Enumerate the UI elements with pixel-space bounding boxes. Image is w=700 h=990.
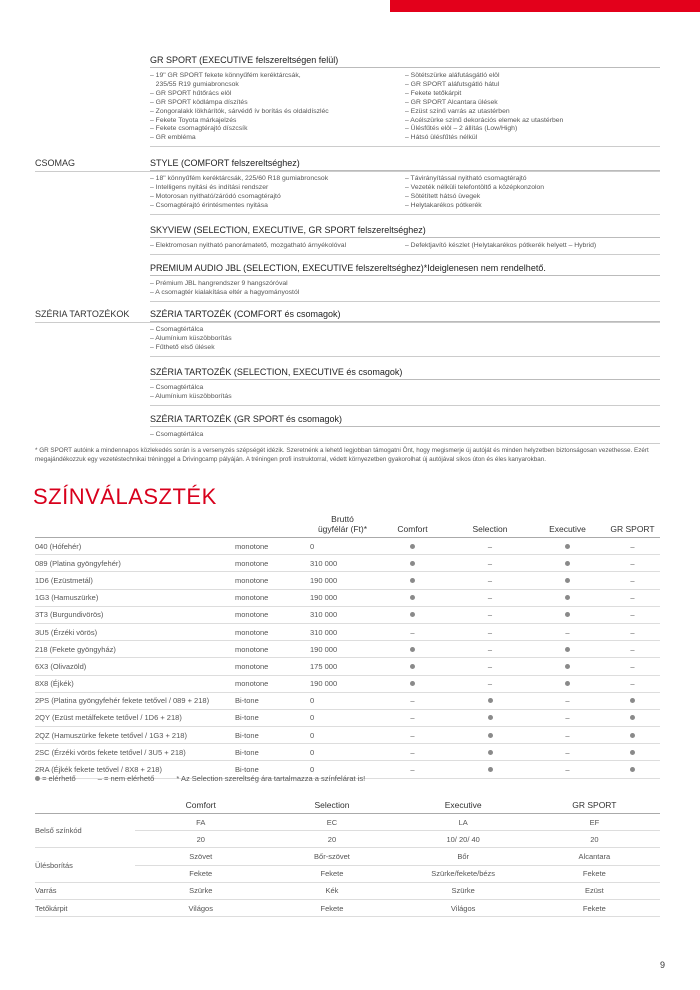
item-columns	[150, 427, 660, 440]
spec-section	[150, 158, 660, 215]
list-item: – Ülésfűtés elöl – 2 állítás (Low/High)	[405, 125, 518, 133]
item-column	[150, 431, 405, 440]
availability-cell: –	[375, 744, 450, 761]
available-dot-icon	[410, 647, 415, 652]
section-header: STYLE (COMFORT felszereltséghez)	[150, 158, 660, 171]
column-header	[35, 800, 135, 814]
price: 175 000	[310, 658, 375, 675]
availability-cell	[530, 675, 605, 692]
availability-cell: –	[530, 623, 605, 640]
item-column	[150, 242, 405, 251]
item-columns	[150, 68, 660, 143]
section-header: SKYVIEW (SELECTION, EXECUTIVE, GR SPORT felszereltséghez)	[150, 225, 660, 238]
row-label: Ülésborítás	[35, 848, 135, 882]
item-columns	[150, 380, 660, 402]
availability-cell	[605, 709, 660, 726]
price: 310 000	[310, 555, 375, 572]
availability-cell	[530, 589, 605, 606]
table-row	[35, 899, 660, 916]
table-row	[35, 727, 660, 744]
section-header: GR SPORT (EXECUTIVE felszereltségen felül)	[150, 55, 660, 68]
price: 310 000	[310, 623, 375, 640]
availability-cell: –	[450, 538, 530, 555]
list-item: – GR SPORT Alcantara ülések	[405, 98, 498, 106]
cell: Szövet	[135, 848, 266, 865]
item-column	[405, 175, 660, 211]
availability-cell: –	[375, 709, 450, 726]
color-section-title: SZÍNVÁLASZTÉK	[33, 484, 217, 509]
available-dot-icon	[565, 681, 570, 686]
color-name: 3U5 (Érzéki vörös)	[35, 623, 235, 640]
availability-cell	[450, 761, 530, 778]
available-dot-icon	[630, 733, 635, 738]
color-name: 2PS (Platina gyöngyfehér fekete tetővel / 089 + 218)	[35, 692, 235, 709]
color-name: 2QZ (Hamuszürke fekete tetővel / 1G3 + 218)	[35, 727, 235, 744]
spec-section	[150, 414, 660, 444]
list-item: – Fekete Toyota márkajelzés	[150, 116, 237, 124]
list-item: – Csomagtértálca	[150, 384, 204, 391]
available-dot-icon	[488, 698, 493, 703]
available-dot-icon	[630, 750, 635, 755]
table-row	[35, 658, 660, 675]
spec-section	[150, 309, 660, 357]
price: 310 000	[310, 606, 375, 623]
column-header: Executive	[530, 514, 605, 538]
availability-cell: –	[530, 727, 605, 744]
color-name: 1G3 (Hamuszürke)	[35, 589, 235, 606]
color-type: Bi-tone	[235, 692, 310, 709]
list-item: – Helytakarékos pótkerék	[405, 201, 482, 209]
list-item: – Alumínium küszöbborítás	[150, 392, 232, 400]
cell: Kék	[266, 882, 397, 899]
availability-cell: –	[530, 709, 605, 726]
top-accent-bar	[390, 0, 700, 12]
list-item: – Sötétszürke aláfutásgátló elöl	[405, 72, 500, 79]
cell: Világos	[398, 899, 529, 916]
table-row	[35, 641, 660, 658]
column-header: Bruttó ügyfélár (Ft)*	[310, 514, 375, 538]
color-name: 089 (Platina gyöngyfehér)	[35, 555, 235, 572]
list-item: – Acélszürke színű dekorációs elemek az utastérben	[405, 116, 564, 124]
availability-cell: –	[450, 658, 530, 675]
column-header: GR SPORT	[529, 800, 660, 814]
availability-cell: –	[605, 555, 660, 572]
availability-cell: –	[605, 572, 660, 589]
color-type: monotone	[235, 675, 310, 692]
list-item: – Sötétített hátsó üvegek	[405, 192, 481, 200]
list-item: – GR SPORT ködlámpa díszítés	[150, 98, 248, 106]
table-header-row	[35, 514, 660, 538]
availability-cell	[375, 589, 450, 606]
column-header	[35, 514, 235, 538]
table-row	[35, 623, 660, 640]
table-row	[35, 814, 660, 831]
section-header: SZÉRIA TARTOZÉK (GR SPORT és csomagok)	[150, 414, 660, 427]
cell: Szürke	[398, 882, 529, 899]
availability-cell	[375, 555, 450, 572]
cell: LA	[398, 814, 529, 831]
divider	[150, 405, 660, 406]
availability-cell: –	[375, 692, 450, 709]
availability-cell	[530, 538, 605, 555]
legend-available: = elérhető	[42, 774, 76, 783]
availability-cell	[450, 727, 530, 744]
footnote: * GR SPORT autóink a mindennapos közlekedés során is a versenyzés szépségét idézik. Szeretnénk a lehető legjobban támogatni Önt, hogy megismerje új autóját és minden helyzetben biztonságosan vezethesse. Ezért megajándékozzuk egy vezetéstechnikai tréninggel a Drivingcamp pályáján. A tréningen profi instruktorral, védett környezetben gyakorolhat új autójával síkos úton és éles kanyarokban.	[35, 447, 649, 463]
cell: EC	[266, 814, 397, 831]
availability-cell	[605, 744, 660, 761]
cell: Fekete	[266, 865, 397, 882]
availability-cell	[530, 606, 605, 623]
column-header: Selection	[266, 800, 397, 814]
available-dot-icon	[410, 544, 415, 549]
section-label: CSOMAG	[35, 158, 76, 168]
cell: Ezüst	[529, 882, 660, 899]
availability-cell	[375, 572, 450, 589]
list-item: – Hátsó ülésfűtés nélkül	[405, 134, 478, 142]
divider	[150, 443, 660, 444]
section-header: SZÉRIA TARTOZÉK (SELECTION, EXECUTIVE és csomagok)	[150, 367, 660, 380]
cell: Bőr	[398, 848, 529, 865]
availability-cell: –	[450, 641, 530, 658]
price: 190 000	[310, 641, 375, 658]
cell: Fekete	[529, 899, 660, 916]
list-item: – Fűthető első ülések	[150, 343, 215, 351]
table-row	[35, 882, 660, 899]
available-dot-icon	[410, 595, 415, 600]
color-type: monotone	[235, 623, 310, 640]
item-columns	[150, 322, 660, 353]
price: 0	[310, 709, 375, 726]
interior-table	[35, 800, 660, 917]
item-column	[405, 242, 660, 251]
availability-cell: –	[605, 606, 660, 623]
price: 0	[310, 538, 375, 555]
color-name: 2RA (Éjkék fekete tetővel / 8X8 + 218)	[35, 761, 235, 778]
item-column	[150, 72, 405, 143]
availability-cell	[375, 641, 450, 658]
available-dot-icon	[488, 733, 493, 738]
available-dot-icon	[630, 715, 635, 720]
divider	[150, 356, 660, 357]
color-type: Bi-tone	[235, 709, 310, 726]
item-column	[150, 384, 405, 402]
cell: Szürke	[135, 882, 266, 899]
price: 190 000	[310, 675, 375, 692]
divider	[150, 146, 660, 147]
table-row	[35, 589, 660, 606]
price: 190 000	[310, 589, 375, 606]
spec-section	[150, 367, 660, 406]
list-item: – GR embléma	[150, 134, 196, 142]
available-dot-icon	[488, 750, 493, 755]
list-item: – Vezeték nélküli telefontöltő a középkonzolon	[405, 183, 545, 191]
list-item: – Csomagtérajtó érintésmentes nyitása	[150, 201, 268, 209]
item-column	[150, 280, 405, 298]
available-dot-icon	[630, 698, 635, 703]
available-dot-icon	[410, 561, 415, 566]
item-column	[405, 384, 660, 402]
availability-cell: –	[530, 761, 605, 778]
available-dot-icon	[410, 664, 415, 669]
list-item: – Defektjavító készlet (Helytakarékos pótkerék helyett – Hybrid)	[405, 242, 597, 249]
item-column	[150, 326, 405, 353]
column-header: Selection	[450, 514, 530, 538]
color-name: 6X3 (Olivazöld)	[35, 658, 235, 675]
price: 190 000	[310, 572, 375, 589]
list-item: – 18" könnyűfém keréktárcsák, 225/60 R18 gumiabroncsok	[150, 175, 329, 182]
table-row	[35, 848, 660, 865]
list-item: 235/55 R19 gumiabroncsok	[150, 80, 239, 88]
color-type: monotone	[235, 658, 310, 675]
color-name: 3T3 (Burgundivörös)	[35, 606, 235, 623]
table-row	[35, 538, 660, 555]
availability-cell: –	[375, 727, 450, 744]
availability-cell: –	[605, 658, 660, 675]
table-row	[35, 692, 660, 709]
divider	[150, 214, 660, 215]
available-dot-icon	[565, 612, 570, 617]
legend-unavailable: – = nem elérhető	[97, 774, 155, 783]
price: 0	[310, 692, 375, 709]
cell: 20	[266, 831, 397, 848]
color-name: 218 (Fekete gyöngyház)	[35, 641, 235, 658]
cell: Fekete	[266, 899, 397, 916]
availability-cell: –	[530, 692, 605, 709]
availability-cell	[450, 744, 530, 761]
cell: Bőr-szövet	[266, 848, 397, 865]
cell: Szürke/fekete/bézs	[398, 865, 529, 882]
divider	[150, 254, 660, 255]
availability-cell	[450, 709, 530, 726]
list-item: – Fekete tetőkárpit	[405, 89, 462, 97]
section-header: SZÉRIA TARTOZÉK (COMFORT és csomagok)	[150, 309, 660, 322]
available-dot-icon	[565, 647, 570, 652]
color-name: 040 (Hófehér)	[35, 538, 235, 555]
availability-cell: –	[450, 589, 530, 606]
cell: EF	[529, 814, 660, 831]
list-item: – A csomagtér kialakítása eltér a hagyományostól	[150, 288, 300, 296]
list-item: – 19" GR SPORT fekete könnyűfém keréktárcsák,	[150, 72, 301, 79]
spec-section	[150, 263, 660, 302]
list-item: – Elektromosan nyitható panorámatető, mozgatható árnyékolóval	[150, 242, 347, 249]
column-header: GR SPORT	[605, 514, 660, 538]
spec-section	[150, 225, 660, 255]
price: 0	[310, 761, 375, 778]
cell: Fekete	[529, 865, 660, 882]
availability-cell: –	[450, 623, 530, 640]
cell: Világos	[135, 899, 266, 916]
cell: FA	[135, 814, 266, 831]
availability-cell	[530, 572, 605, 589]
table-row	[35, 572, 660, 589]
column-header: Comfort	[375, 514, 450, 538]
availability-cell: –	[605, 538, 660, 555]
table-row	[35, 555, 660, 572]
available-dot-icon	[488, 715, 493, 720]
color-type: Bi-tone	[235, 744, 310, 761]
list-item: – Ezüst színű varrás az utastérben	[405, 107, 510, 115]
list-item: – Intelligens nyitási és indítási rendszer	[150, 183, 269, 191]
availability-cell	[450, 692, 530, 709]
list-item: – Prémium JBL hangrendszer 9 hangszóróval	[150, 280, 288, 287]
spec-section	[150, 55, 660, 147]
legend	[35, 774, 365, 783]
item-column	[405, 326, 660, 353]
list-item: – Csomagtértálca	[150, 431, 204, 438]
column-header	[235, 514, 310, 538]
available-dot-icon	[410, 578, 415, 583]
color-type: Bi-tone	[235, 761, 310, 778]
available-dot-icon	[410, 612, 415, 617]
availability-cell	[375, 606, 450, 623]
available-dot-icon	[35, 776, 40, 781]
availability-cell	[605, 692, 660, 709]
color-name: 2SC (Érzéki vörös fekete tetővel / 3U5 + 218)	[35, 744, 235, 761]
list-item: – Fekete csomagtérajtó díszcsík	[150, 125, 248, 133]
column-header: Executive	[398, 800, 529, 814]
price: 0	[310, 744, 375, 761]
row-label: Tetőkárpit	[35, 899, 135, 916]
cell: Alcantara	[529, 848, 660, 865]
price: 0	[310, 727, 375, 744]
availability-cell: –	[605, 641, 660, 658]
availability-cell	[530, 658, 605, 675]
list-item: – GR SPORT hűtőrács elöl	[150, 89, 232, 97]
availability-cell	[605, 761, 660, 778]
available-dot-icon	[565, 544, 570, 549]
available-dot-icon	[488, 767, 493, 772]
available-dot-icon	[565, 595, 570, 600]
cell: 10/ 20/ 40	[398, 831, 529, 848]
available-dot-icon	[630, 767, 635, 772]
list-item: – Motorosan nyitható/záródó csomagtérajtó	[150, 192, 281, 200]
availability-cell	[530, 555, 605, 572]
availability-cell	[605, 727, 660, 744]
color-name: 1D6 (Ezüstmetál)	[35, 572, 235, 589]
availability-cell	[375, 675, 450, 692]
availability-cell: –	[450, 572, 530, 589]
color-type: monotone	[235, 538, 310, 555]
available-dot-icon	[565, 664, 570, 669]
item-columns	[150, 171, 660, 211]
row-label: Belső színkód	[35, 814, 135, 848]
color-name: 2QY (Ezüst metálfekete tetővel / 1D6 + 218)	[35, 709, 235, 726]
table-header-row	[35, 800, 660, 814]
page-number: 9	[660, 960, 666, 970]
list-item: – Csomagtértálca	[150, 326, 204, 333]
list-item: – Alumínium küszöbborítás	[150, 334, 232, 342]
table-row	[35, 675, 660, 692]
availability-cell: –	[375, 761, 450, 778]
availability-cell: –	[450, 555, 530, 572]
item-column	[405, 280, 660, 298]
item-columns	[150, 238, 660, 251]
item-column	[405, 72, 660, 143]
cell: 20	[529, 831, 660, 848]
row-label: Varrás	[35, 882, 135, 899]
availability-cell: –	[450, 675, 530, 692]
column-header: Comfort	[135, 800, 266, 814]
divider	[150, 301, 660, 302]
available-dot-icon	[565, 578, 570, 583]
section-header: PREMIUM AUDIO JBL (SELECTION, EXECUTIVE felszereltséghez)*Ideiglenesen nem rendelhető.	[150, 263, 660, 276]
availability-cell: –	[375, 623, 450, 640]
item-column	[405, 431, 660, 440]
availability-cell	[530, 641, 605, 658]
color-type: monotone	[235, 606, 310, 623]
cell: 20	[135, 831, 266, 848]
color-type: monotone	[235, 589, 310, 606]
table-row	[35, 606, 660, 623]
list-item: – Távirányítással nyitható csomagtérajtó	[405, 175, 527, 182]
table-row	[35, 709, 660, 726]
available-dot-icon	[410, 681, 415, 686]
availability-cell: –	[530, 744, 605, 761]
availability-cell: –	[450, 606, 530, 623]
table-row	[35, 744, 660, 761]
availability-cell: –	[605, 623, 660, 640]
availability-cell: –	[605, 675, 660, 692]
color-type: monotone	[235, 572, 310, 589]
color-name: 8X8 (Éjkék)	[35, 675, 235, 692]
availability-cell	[375, 658, 450, 675]
legend-note: * Az Selection szereltség ára tartalmazza a színfelárat is!	[176, 774, 366, 783]
color-type: monotone	[235, 641, 310, 658]
item-columns	[150, 276, 660, 298]
color-type: monotone	[235, 555, 310, 572]
section-label: SZÉRIA TARTOZÉKOK	[35, 309, 130, 319]
availability-cell: –	[605, 589, 660, 606]
color-type: Bi-tone	[235, 727, 310, 744]
available-dot-icon	[565, 561, 570, 566]
color-table	[35, 514, 660, 779]
list-item: – GR SPORT aláfutsgátló hátul	[405, 80, 500, 88]
list-item: – Zongoralakk lökhárítók, sárvédő ív borítás és oldaldíszléc	[150, 107, 329, 115]
availability-cell	[375, 538, 450, 555]
item-column	[150, 175, 405, 211]
cell: Fekete	[135, 865, 266, 882]
